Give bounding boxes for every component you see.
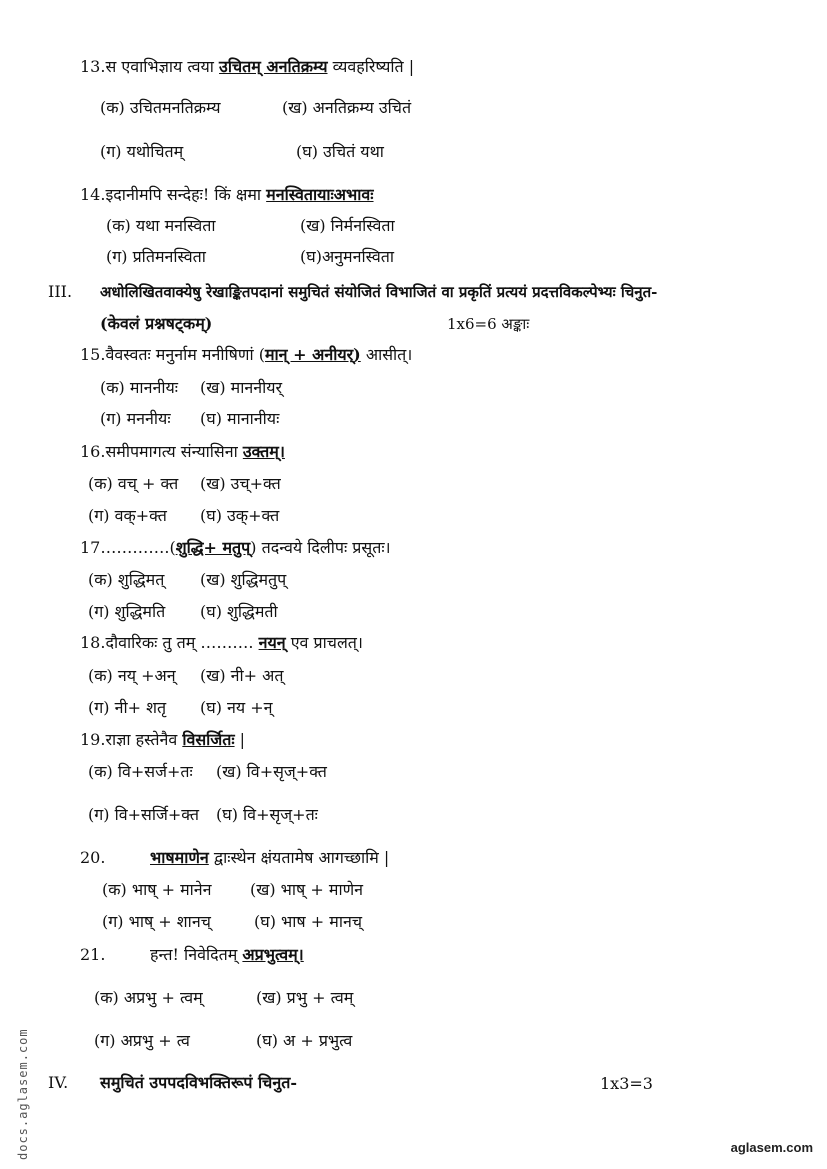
- q15-underlined: मान् + अनीयर्): [264, 345, 361, 364]
- question-16: [80, 441, 285, 463]
- q20-text-end: द्वाःस्थेन क्षंयतामेष आगच्छामि |: [208, 848, 390, 867]
- q13-option-kha: (ख) अनतिक्रम्य उचितं: [282, 98, 412, 117]
- q14-text: 14.इदानीमपि सन्देहः! किं क्षमा: [80, 185, 267, 204]
- q13-option-gha: (घ) उचितं यथा: [296, 142, 384, 161]
- q16-underlined: उक्तम्।: [242, 442, 285, 461]
- question-21-number: 21.: [80, 945, 106, 964]
- q18-option-kha: (ख) नी+ अत्: [200, 666, 284, 685]
- question-13: [80, 56, 414, 78]
- q14-option-ka: (क) यथा मनस्विता: [106, 216, 216, 235]
- q14-option-ga: (ग) प्रतिमनस्विता: [106, 247, 206, 266]
- q21-option-ga: (ग) अप्रभु + त्व: [94, 1031, 190, 1050]
- section-3-number: III.: [48, 282, 73, 301]
- q17-text-end: ) तदन्वये दिलीपः प्रसूतः।: [250, 538, 391, 557]
- question-19: [80, 729, 245, 751]
- section-4-number: IV.: [48, 1073, 69, 1092]
- q18-text-end: एव प्राचलत्।: [285, 633, 363, 652]
- q20-underlined: भाषमाणेन: [150, 848, 209, 867]
- side-watermark: docs.aglasem.com: [16, 1028, 30, 1160]
- q18-option-ka: (क) नय् +अन्: [88, 666, 176, 685]
- q16-text: 16.समीपमागत्य संन्यासिना: [80, 442, 243, 461]
- question-20: [150, 847, 389, 869]
- q21-option-ka: (क) अप्रभु + त्वम्: [94, 988, 203, 1007]
- question-17: [80, 537, 391, 559]
- q13-underlined: उचितम् अनतिक्रम्य: [219, 57, 328, 76]
- q18-underlined: नयन्: [258, 633, 286, 652]
- q13-option-ga: (ग) यथोचितम्: [100, 142, 184, 161]
- q19-option-ga: (ग) वि+सर्जि+क्त: [88, 805, 199, 824]
- q16-option-gha: (घ) उक्+क्त: [200, 506, 280, 525]
- q17-option-gha: (घ) शुद्धिमती: [200, 602, 278, 621]
- question-14: [80, 184, 374, 206]
- q19-option-kha: (ख) वि+सृज्+क्त: [216, 762, 327, 781]
- q18-option-ga: (ग) नी+ शतृ: [88, 698, 167, 717]
- q19-option-ka: (क) वि+सर्ज+तः: [88, 762, 193, 781]
- q21-option-gha: (घ) अ + प्रभुत्व: [256, 1031, 353, 1050]
- q19-text-end: |: [234, 730, 246, 749]
- q13-text-end: व्यवहरिष्यति |: [327, 57, 415, 76]
- q19-underlined: विसर्जितः: [182, 730, 235, 749]
- q17-option-ga: (ग) शुद्धिमति: [88, 602, 166, 621]
- q20-option-ka: (क) भाष् + मानेन: [102, 880, 212, 899]
- q21-underlined: अप्रभुत्वम्।: [242, 945, 304, 964]
- section-4-marks: 1x3=3: [600, 1074, 653, 1093]
- q19-text: 19.राज्ञा हस्तेनैव: [80, 730, 183, 749]
- q16-option-kha: (ख) उच्+क्त: [200, 474, 281, 493]
- q15-option-ga: (ग) मननीयः: [100, 409, 171, 428]
- q20-option-gha: (घ) भाष + मानच्: [254, 912, 362, 931]
- q15-text: 15.वैवस्वतः मनुर्नाम मनीषिणां (: [80, 345, 265, 364]
- q13-option-ka: (क) उचितमनतिक्रम्य: [100, 98, 221, 117]
- question-18: [80, 632, 363, 654]
- q13-text: 13.स एवाभिज्ञाय त्वया: [80, 57, 220, 76]
- q18-option-gha: (घ) नय +न्: [200, 698, 273, 717]
- section-3-subnote: (केवलं प्रश्नषट्कम्): [100, 314, 213, 333]
- q17-text: 17………….(: [80, 538, 176, 557]
- q16-option-ga: (ग) वक्+क्त: [88, 506, 167, 525]
- q18-text: 18.दौवारिकः तु तम् ……….: [80, 633, 259, 652]
- q14-option-kha: (ख) निर्मनस्विता: [300, 216, 395, 235]
- q20-option-kha: (ख) भाष् + माणेन: [250, 880, 364, 899]
- q21-option-kha: (ख) प्रभु + त्वम्: [256, 988, 354, 1007]
- question-21: [150, 944, 304, 966]
- q17-option-ka: (क) शुद्धिमत्: [88, 570, 165, 589]
- q17-option-kha: (ख) शुद्धिमतुप्: [200, 570, 287, 589]
- q17-underlined: शुद्धि+ मतुप्: [175, 538, 251, 557]
- question-20-number: 20.: [80, 848, 106, 867]
- question-15: [80, 344, 412, 366]
- q20-option-ga: (ग) भाष् + शानच्: [102, 912, 211, 931]
- q15-option-ka: (क) माननीयः: [100, 378, 178, 397]
- q15-option-kha: (ख) माननीयर्: [200, 378, 283, 397]
- q19-option-gha: (घ) वि+सृज्+तः: [216, 805, 318, 824]
- q15-option-gha: (घ) मानानीयः: [200, 409, 280, 428]
- q14-option-gha: (घ)अनुमनस्विता: [300, 247, 395, 266]
- section-4-instruction: समुचितं उपपदविभक्तिरूपं चिनुत-: [100, 1073, 297, 1092]
- section-3-marks: 1x6=6 अङ्काः: [447, 315, 530, 333]
- q21-text: हन्त! निवेदितम्: [150, 945, 243, 964]
- section-3-instruction: अधोलिखितवाक्येषु रेखाङ्कितपदानां समुचितं संयोजितं विभाजितं वा प्रकृतिं प्रत्ययं प्रदत्तविकल्पेभ्यः चिनुत-: [100, 283, 658, 301]
- q16-option-ka: (क) वच् + क्त: [88, 474, 179, 493]
- q15-text-end: आसीत्।: [360, 345, 413, 364]
- brand-link[interactable]: aglasem.com: [730, 1140, 813, 1155]
- q14-underlined: मनस्वितायाःअभावः: [266, 185, 374, 204]
